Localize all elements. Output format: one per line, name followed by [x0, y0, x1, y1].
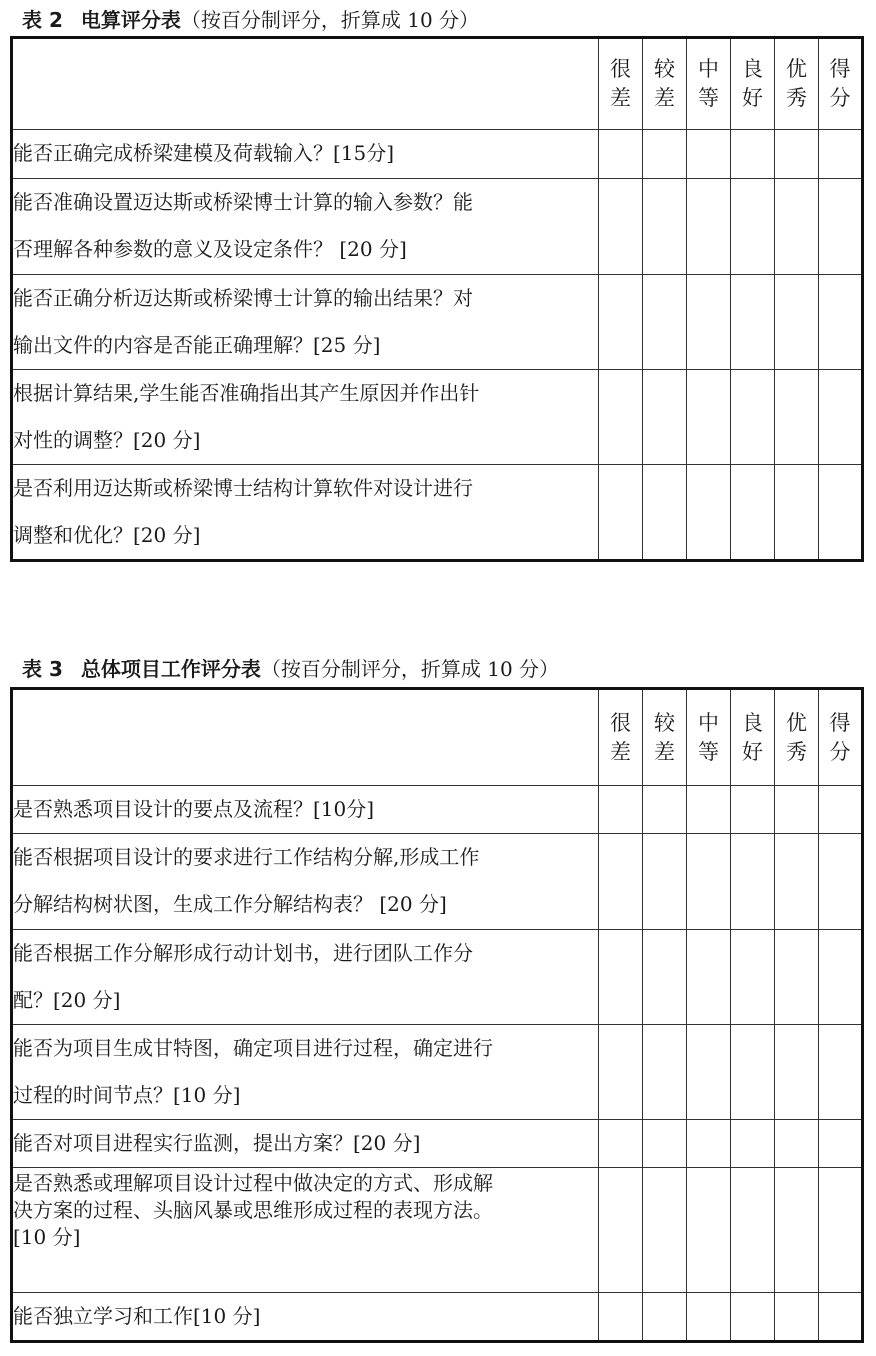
criterion-text: 是否熟悉项目设计的要点及流程？[10分]	[12, 786, 599, 834]
rating-cell[interactable]	[643, 179, 687, 275]
score-cell[interactable]	[819, 1120, 863, 1168]
rating-cell[interactable]	[643, 930, 687, 1025]
header-poor: 较 差	[643, 38, 687, 130]
header-excellent: 优 秀	[775, 38, 819, 130]
rating-cell[interactable]	[775, 130, 819, 179]
rating-cell[interactable]	[687, 1168, 731, 1293]
score-cell[interactable]	[819, 130, 863, 179]
header-good: 良 好	[731, 38, 775, 130]
table3-caption	[22, 656, 559, 682]
rating-cell[interactable]	[643, 465, 687, 561]
criterion-text: 能否正确分析迈达斯或桥梁博士计算的输出结果？对 输出文件的内容是否能正确理解？[25 分]	[12, 275, 599, 370]
rating-cell[interactable]	[731, 370, 775, 465]
score-cell[interactable]	[819, 1168, 863, 1293]
rating-cell[interactable]	[731, 275, 775, 370]
rating-cell[interactable]	[687, 465, 731, 561]
table-row	[12, 370, 863, 465]
rating-cell[interactable]	[775, 1025, 819, 1120]
header-score: 得 分	[819, 689, 863, 786]
criterion-text: 能否独立学习和工作[10 分]	[12, 1293, 599, 1342]
table3-item-header	[12, 689, 599, 786]
header-score: 得 分	[819, 38, 863, 130]
criterion-text: 是否熟悉或理解项目设计过程中做决定的方式、形成解 决方案的过程、头脑风暴或思维形成过程的表现方法。 [10 分]	[12, 1168, 599, 1293]
rating-cell[interactable]	[599, 179, 643, 275]
criterion-text: 能否根据工作分解形成行动计划书，进行团队工作分 配？[20 分]	[12, 930, 599, 1025]
rating-cell[interactable]	[775, 786, 819, 834]
rating-cell[interactable]	[775, 179, 819, 275]
rating-cell[interactable]	[687, 1025, 731, 1120]
table-row	[12, 1293, 863, 1342]
table-row	[12, 1120, 863, 1168]
header-average: 中 等	[687, 689, 731, 786]
criterion-text: 能否正确完成桥梁建模及荷载输入？[15分]	[12, 130, 599, 179]
rating-cell[interactable]	[599, 370, 643, 465]
rating-cell[interactable]	[643, 1293, 687, 1342]
table3-note: （按百分制评分，折算成 10 分）	[260, 657, 560, 681]
rating-cell[interactable]	[731, 1293, 775, 1342]
rating-cell[interactable]	[599, 275, 643, 370]
rating-cell[interactable]	[775, 1293, 819, 1342]
table2-header-row	[12, 38, 863, 130]
rating-cell[interactable]	[643, 786, 687, 834]
table2-note: （按百分制评分，折算成 10 分）	[180, 8, 480, 32]
table3-title: 总体项目工作评分表	[80, 657, 261, 681]
table-row	[12, 130, 863, 179]
rating-cell[interactable]	[643, 1120, 687, 1168]
rating-cell[interactable]	[687, 786, 731, 834]
score-cell[interactable]	[819, 370, 863, 465]
rating-cell[interactable]	[687, 1120, 731, 1168]
score-cell[interactable]	[819, 1293, 863, 1342]
rating-cell[interactable]	[775, 465, 819, 561]
rating-cell[interactable]	[731, 1120, 775, 1168]
rating-cell[interactable]	[643, 1025, 687, 1120]
rating-cell[interactable]	[687, 179, 731, 275]
score-cell[interactable]	[819, 275, 863, 370]
table-row	[12, 1025, 863, 1120]
rating-cell[interactable]	[599, 930, 643, 1025]
score-cell[interactable]	[819, 179, 863, 275]
rating-cell[interactable]	[643, 370, 687, 465]
table2-item-header	[12, 38, 599, 130]
rating-cell[interactable]	[643, 1168, 687, 1293]
score-cell[interactable]	[819, 786, 863, 834]
rating-cell[interactable]	[731, 1168, 775, 1293]
table-row	[12, 1168, 863, 1293]
header-excellent: 优 秀	[775, 689, 819, 786]
rating-cell[interactable]	[775, 834, 819, 930]
rating-cell[interactable]	[599, 465, 643, 561]
table2-grid	[10, 36, 864, 562]
rating-cell[interactable]	[599, 834, 643, 930]
rating-cell[interactable]	[731, 130, 775, 179]
header-very-poor: 很 差	[599, 689, 643, 786]
rating-cell[interactable]	[731, 930, 775, 1025]
rating-cell[interactable]	[599, 130, 643, 179]
table-row	[12, 834, 863, 930]
rating-cell[interactable]	[643, 834, 687, 930]
rating-cell[interactable]	[599, 1120, 643, 1168]
table-row	[12, 786, 863, 834]
table3-number: 表 3	[22, 657, 63, 681]
rating-cell[interactable]	[687, 1293, 731, 1342]
table-row	[12, 179, 863, 275]
rating-cell[interactable]	[775, 930, 819, 1025]
score-cell[interactable]	[819, 1025, 863, 1120]
rating-cell[interactable]	[731, 834, 775, 930]
score-cell[interactable]	[819, 930, 863, 1025]
rating-cell[interactable]	[599, 1293, 643, 1342]
table2-caption	[22, 7, 479, 33]
criterion-text: 根据计算结果,学生能否准确指出其产生原因并作出针 对性的调整？[20 分]	[12, 370, 599, 465]
header-good: 良 好	[731, 689, 775, 786]
table2-title: 电算评分表	[80, 8, 181, 32]
score-cell[interactable]	[819, 834, 863, 930]
table3-grid	[10, 687, 864, 1343]
rating-cell[interactable]	[643, 130, 687, 179]
rating-cell[interactable]	[687, 930, 731, 1025]
criterion-text: 能否准确设置迈达斯或桥梁博士计算的输入参数？能 否理解各种参数的意义及设定条件？ [20 分]	[12, 179, 599, 275]
header-average: 中 等	[687, 38, 731, 130]
rating-cell[interactable]	[731, 1025, 775, 1120]
criterion-text: 能否对项目进程实行监测，提出方案？[20 分]	[12, 1120, 599, 1168]
rating-cell[interactable]	[599, 1168, 643, 1293]
rating-cell[interactable]	[731, 465, 775, 561]
score-cell[interactable]	[819, 465, 863, 561]
rating-cell[interactable]	[775, 370, 819, 465]
rating-cell[interactable]	[643, 275, 687, 370]
criterion-text: 能否根据项目设计的要求进行工作结构分解,形成工作 分解结构树状图，生成工作分解结构表？ [20 分]	[12, 834, 599, 930]
table3-header-row	[12, 689, 863, 786]
table-row	[12, 275, 863, 370]
table-row	[12, 930, 863, 1025]
rating-cell[interactable]	[687, 275, 731, 370]
rating-cell[interactable]	[599, 786, 643, 834]
rating-cell[interactable]	[775, 1168, 819, 1293]
rating-cell[interactable]	[731, 786, 775, 834]
header-very-poor: 很 差	[599, 38, 643, 130]
rating-cell[interactable]	[687, 834, 731, 930]
header-poor: 较 差	[643, 689, 687, 786]
rating-cell[interactable]	[775, 1120, 819, 1168]
table2-number: 表 2	[22, 8, 63, 32]
criterion-text: 能否为项目生成甘特图，确定项目进行过程，确定进行 过程的时间节点？[10 分]	[12, 1025, 599, 1120]
rating-cell[interactable]	[775, 275, 819, 370]
rating-cell[interactable]	[731, 179, 775, 275]
table-row	[12, 465, 863, 561]
rating-cell[interactable]	[687, 370, 731, 465]
criterion-text: 是否利用迈达斯或桥梁博士结构计算软件对设计进行 调整和优化？[20 分]	[12, 465, 599, 561]
rating-cell[interactable]	[599, 1025, 643, 1120]
rating-cell[interactable]	[687, 130, 731, 179]
